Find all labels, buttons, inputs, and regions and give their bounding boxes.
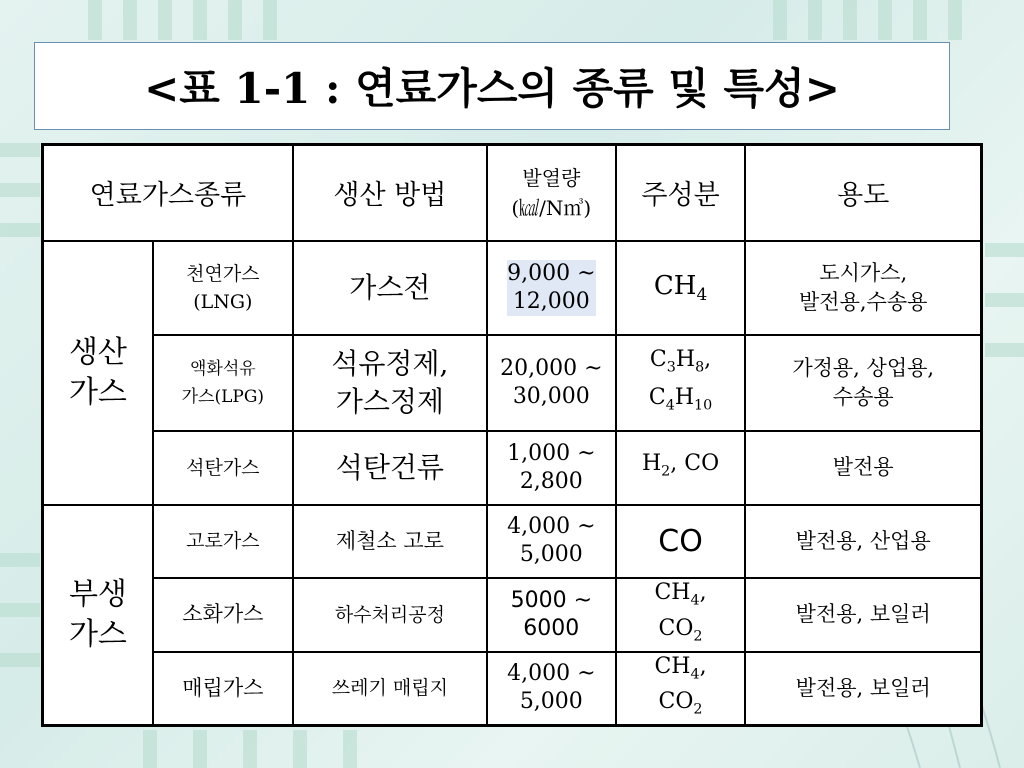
header-usage: 용도 (745, 145, 981, 241)
fuel-gas-table (41, 143, 983, 727)
table-row (43, 241, 982, 335)
gas-heat: 4,000 ~ 5,000 (487, 652, 616, 726)
gas-heat: 5000 ~ 6000 (487, 578, 616, 652)
gas-component: $CH_4$ (616, 241, 746, 335)
group-production: 생산 가스 (43, 241, 153, 505)
gas-component: $C_3H_8$, $C_4H_{10}$ (616, 335, 746, 431)
header-heat-line2: (㎉/N㎥) (511, 195, 592, 220)
gas-method: 석유정제, 가스정제 (293, 335, 487, 431)
gas-name: 액화석유 가스(LPG) (153, 335, 293, 431)
gas-component: CO (616, 505, 746, 578)
page-title: <표 1-1 : 연료가스의 종류 및 특성> (34, 42, 950, 130)
gas-method: 석탄건류 (293, 431, 487, 505)
gas-usage: 발전용, 산업용 (745, 505, 981, 578)
header-heat-line1: 발열량 (522, 165, 581, 190)
gas-method: 하수처리공정 (293, 578, 487, 652)
header-method: 생산 방법 (293, 145, 487, 241)
gas-usage: 발전용 (745, 431, 981, 505)
gas-heat (487, 241, 616, 335)
gas-heat-value: 9,000 ~ 12,000 (507, 260, 596, 314)
gas-usage: 발전용, 보일러 (745, 578, 981, 652)
gas-method: 쓰레기 매립지 (293, 652, 487, 726)
gas-heat: 20,000 ~ 30,000 (487, 335, 616, 431)
table-row (43, 431, 982, 505)
gas-heat: 4,000 ~ 5,000 (487, 505, 616, 578)
gas-component: $H_2$, CO (616, 431, 746, 505)
gas-method: 가스전 (293, 241, 487, 335)
gas-name: 고로가스 (153, 505, 293, 578)
group-byproduct: 부생 가스 (43, 505, 153, 726)
gas-name: 석탄가스 (153, 431, 293, 505)
table-row (43, 335, 982, 431)
header-component: 주성분 (616, 145, 746, 241)
gas-usage: 가정용, 상업용, 수송용 (745, 335, 981, 431)
gas-heat: 1,000 ~ 2,800 (487, 431, 616, 505)
gas-name: 천연가스 (LNG) (153, 241, 293, 335)
table-row (43, 505, 982, 578)
gas-name: 매립가스 (153, 652, 293, 726)
gas-method: 제철소 고로 (293, 505, 487, 578)
gas-usage: 도시가스, 발전용,수송용 (745, 241, 981, 335)
table-row (43, 652, 982, 726)
gas-usage: 발전용, 보일러 (745, 652, 981, 726)
gas-component: $CH_4$, $CO_2$ (616, 578, 746, 652)
header-type: 연료가스종류 (43, 145, 293, 241)
gas-component: $CH_4$, $CO_2$ (616, 652, 746, 726)
table-header-row (43, 145, 982, 241)
header-heat (487, 145, 616, 241)
gas-name: 소화가스 (153, 578, 293, 652)
table-row (43, 578, 982, 652)
